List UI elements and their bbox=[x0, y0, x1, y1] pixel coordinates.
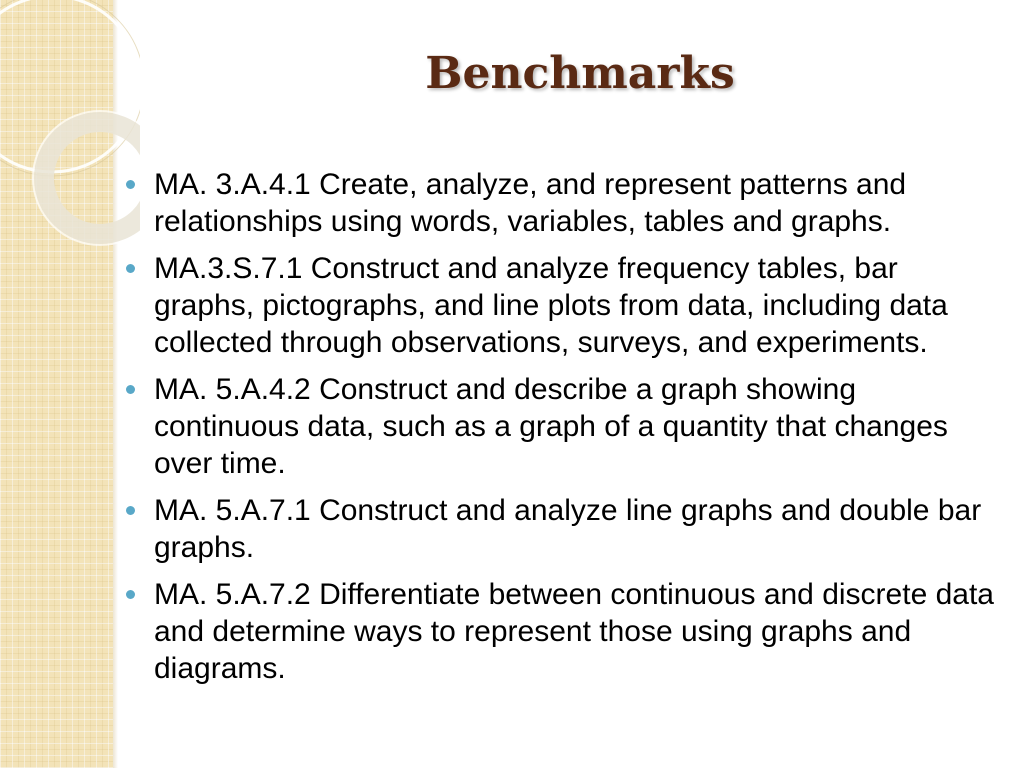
bullet-dot-icon bbox=[126, 590, 135, 599]
benchmark-text: MA. 5.A.7.1 Construct and analyze line graphs and double bar graphs. bbox=[154, 494, 982, 564]
bullet-dot-icon bbox=[126, 506, 135, 515]
list-item bbox=[124, 576, 994, 687]
decorative-rings bbox=[0, 0, 140, 260]
list-item bbox=[124, 371, 994, 482]
benchmark-text: MA. 3.A.4.1 Create, analyze, and represent patterns and relationships using words, variables, tables and graphs. bbox=[154, 168, 907, 238]
benchmark-text: MA. 5.A.7.2 Differentiate between continuous and discrete data and determine ways to represent those using graphs and diagrams. bbox=[154, 578, 994, 685]
bullet-dot-icon bbox=[126, 264, 135, 273]
slide-title: Benchmarks bbox=[425, 48, 735, 99]
benchmark-list bbox=[124, 166, 994, 697]
list-item bbox=[124, 250, 994, 361]
bullet-dot-icon bbox=[126, 180, 135, 189]
list-item bbox=[124, 166, 994, 240]
benchmark-text: MA. 5.A.4.2 Construct and describe a graph showing continuous data, such as a graph of a quantity that changes over time. bbox=[154, 373, 948, 480]
benchmark-text: MA.3.S.7.1 Construct and analyze frequency tables, bar graphs, pictographs, and line plots from data, including data collected through observations, surveys, and experiments. bbox=[154, 252, 948, 359]
list-item bbox=[124, 492, 994, 566]
bullet-dot-icon bbox=[126, 385, 135, 394]
